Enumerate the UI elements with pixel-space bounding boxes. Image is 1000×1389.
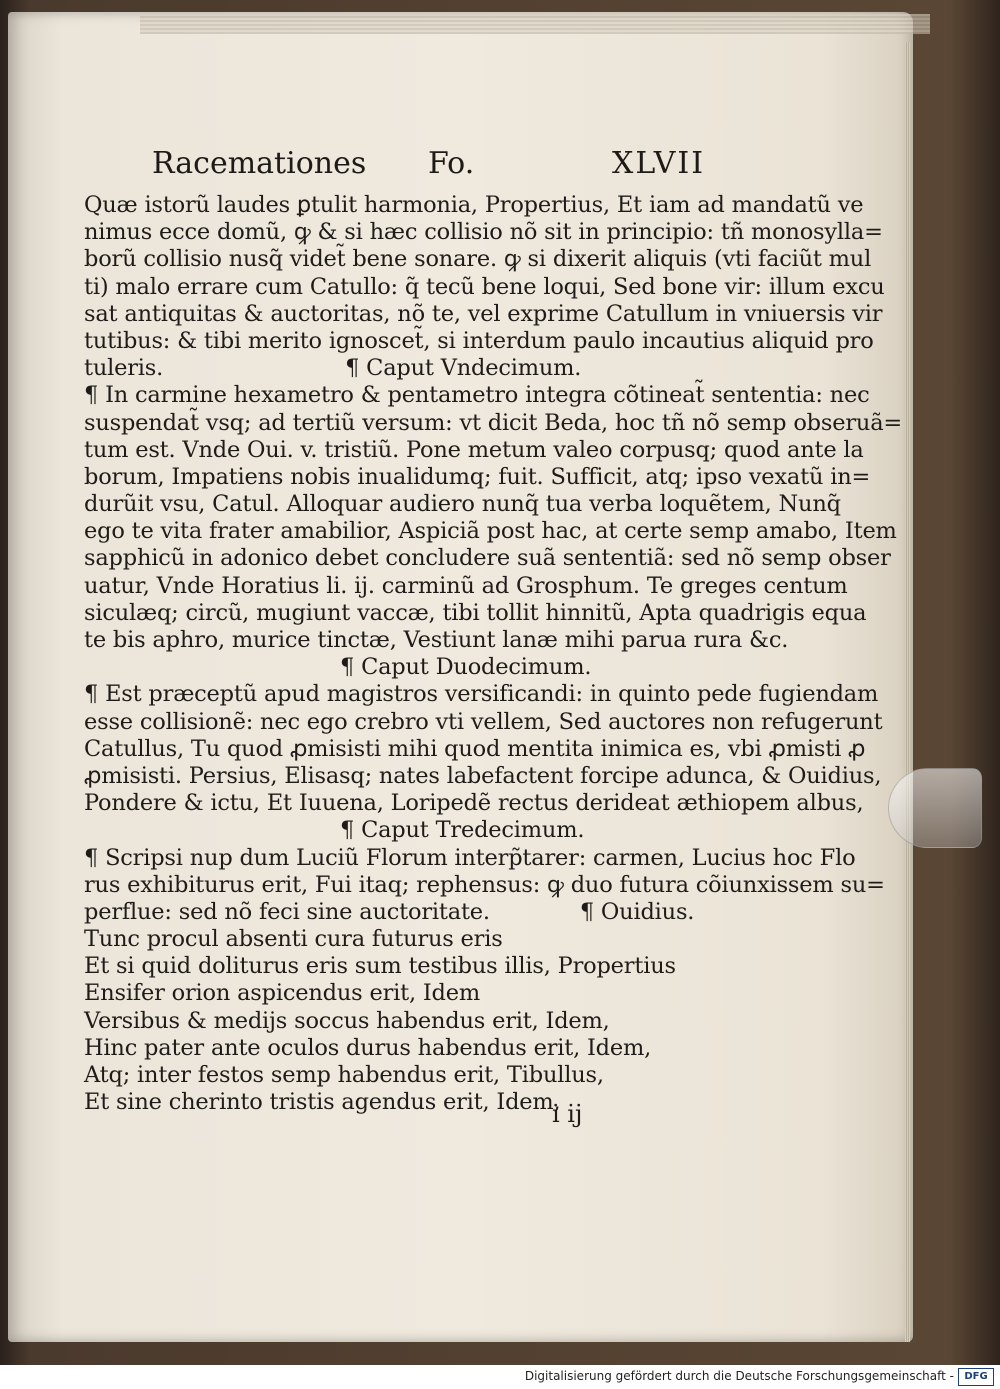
text-line-content: te bis aphro, murice tinctæ, Vestiunt lanæ mihi parua rura &c. (84, 627, 789, 653)
text-line-content: durũit vsu, Catul. Alloquar audiero nunq̃ tua verba loquẽtem, Nunq̃ (84, 491, 841, 518)
text-line (84, 681, 879, 708)
text-line (84, 300, 883, 328)
text-line (84, 572, 848, 600)
header-folio-label: Fo. (428, 146, 475, 181)
text-line (84, 1008, 774, 1035)
text-line-content: ¶ Scripsi nup dum Luciũ Florum interp̃tarer: carmen, Lucius hoc Flo (84, 844, 856, 871)
running-header (152, 146, 712, 186)
text-line (84, 545, 891, 572)
text-line (84, 654, 774, 681)
body-text (84, 192, 903, 1116)
text-line (84, 899, 774, 926)
text-line (84, 327, 874, 355)
text-line (84, 599, 867, 627)
text-line (84, 1062, 774, 1089)
signature-mark: i ij (552, 1100, 583, 1128)
text-line (84, 708, 883, 736)
text-line (84, 409, 903, 437)
text-line (84, 273, 885, 301)
text-line (84, 246, 872, 273)
text-line-content: tum est. Vnde Oui. v. tristiũ. Pone metum valeo corpusq; quod ante la (84, 436, 864, 463)
text-line (84, 926, 774, 953)
text-line-content: Pondere & ictu, Et Iuuena, Loripedẽ rectus derideat æthiopem albus, (84, 790, 864, 817)
text-line-content: sat antiquitas & auctoritas, nõ te, vel exprime Catullum in vniuersis vir (84, 300, 883, 327)
text-line-content: Et si quid doliturus eris sum testibus illis, Propertius (84, 953, 676, 980)
text-line-content: borũ collisio nusq̃ videt̃ bene sonare. ꝙ si dixerit aliquis (vti faciũt mul (84, 246, 872, 273)
header-folio-number: XLVII (612, 146, 706, 181)
text-line-content: Atq; inter festos semp habendus erit, Tibullus, (84, 1062, 604, 1088)
text-line-content: nimus ecce domũ, ꝙ & si hæc collisio nõ sit in principio: tñ monosylla= (84, 219, 883, 246)
text-line (84, 953, 774, 980)
text-line (84, 762, 882, 790)
text-line (84, 382, 870, 409)
text-line-content: tutibus: & tibi merito ignoscet̃, si interdum paulo incautius aliquid pro (84, 327, 874, 354)
section-heading: ¶ Ouidius. (579, 898, 695, 925)
text-line (84, 790, 864, 817)
text-line (84, 817, 774, 844)
text-line-content: ¶ Est præceptũ apud magistros versificandi: in quinto pede fugiendam (84, 681, 879, 708)
section-heading: ¶ Caput Vndecimum. (345, 355, 582, 382)
text-line-content: ꝓmisisti. Persius, Elisasq; nates labefactent forcipe adunca, & Ouidius, (84, 762, 882, 789)
text-line (84, 627, 789, 654)
text-line-content: sapphicũ in adonico debet concludere suã sententiã: sed nõ semp obser (84, 545, 891, 572)
text-line-content: Hinc pater ante oculos durus habendus erit, Idem, (84, 1034, 652, 1061)
text-line-content: ego te vita frater amabilior, Aspiciã post hac, at certe semp amabo, Item (84, 518, 897, 545)
page-clip (888, 768, 982, 848)
text-line (84, 980, 774, 1007)
text-line (84, 219, 883, 246)
text-line (84, 436, 864, 464)
dfg-logo: DFG (958, 1368, 994, 1386)
text-line-content: ¶ Caput Tredecimum. (340, 817, 585, 844)
text-line-content: siculæq; circũ, mugiunt vaccæ, tibi tollit hinnitũ, Apta quadrigis equa (84, 599, 867, 626)
footer-credit: Digitalisierung gefördert durch die Deutsche Forschungsgemeinschaft - (524, 1369, 954, 1383)
text-line (84, 518, 897, 545)
text-line-content: ¶ In carmine hexametro & pentametro integra cõtineat̃ sententia: nec (84, 382, 870, 409)
page-top-edge (140, 14, 930, 34)
text-line (84, 355, 774, 382)
text-line-content: ¶ Caput Duodecimum. (340, 654, 592, 681)
text-line-content: Tunc procul absenti cura futurus eris (84, 926, 503, 953)
text-line (84, 192, 864, 219)
text-line-content: Et sine cherinto tristis agendus erit, Idem, (84, 1089, 561, 1116)
text-line-content: esse collisionẽ: nec ego crebro vti vellem, Sed auctores non refugerunt (84, 708, 883, 735)
text-line-content: Ensifer orion aspicendus erit, Idem (84, 980, 481, 1007)
text-line (84, 1035, 774, 1062)
text-line (84, 491, 841, 518)
header-title: Racemationes (152, 146, 367, 181)
text-line-content: tuleris. (84, 355, 164, 382)
text-line-content: rus exhibiturus erit, Fui itaq; rephensus: ꝙ duo futura cõiunxissem su= (84, 871, 885, 898)
text-line-content: Versibus & medijs soccus habendus erit, Idem, (84, 1007, 610, 1034)
footer-bar (0, 1365, 1000, 1389)
page-edge (905, 42, 910, 1342)
text-line-content: ti) malo errare cum Catullo: q̃ tecũ bene loqui, Sed bone vir: illum excu (84, 273, 885, 300)
text-line (84, 463, 871, 491)
text-line-content: Catullus, Tu quod ꝓmisisti mihi quod mentita inimica es, vbi ꝓmisti ꝓ (84, 735, 866, 762)
text-line-content: borum, Impatiens nobis inualidumq; fuit. Sufficit, atq; ipso vexatũ in= (84, 463, 871, 490)
text-line (84, 871, 885, 899)
text-line-content: perflue: sed nõ feci sine auctoritate. (84, 898, 490, 925)
text-line (84, 844, 856, 872)
text-line-content: suspendat̃ vsq; ad tertiũ versum: vt dicit Beda, hoc tñ nõ semp obseruã= (84, 409, 903, 436)
text-line (84, 1089, 774, 1116)
text-line-content: Quæ istorũ laudes ꝑtulit harmonia, Propertius, Et iam ad mandatũ ve (84, 192, 864, 218)
text-line-content: uatur, Vnde Horatius li. ij. carminũ ad Grosphum. Te greges centum (84, 572, 848, 599)
text-line (84, 735, 866, 763)
